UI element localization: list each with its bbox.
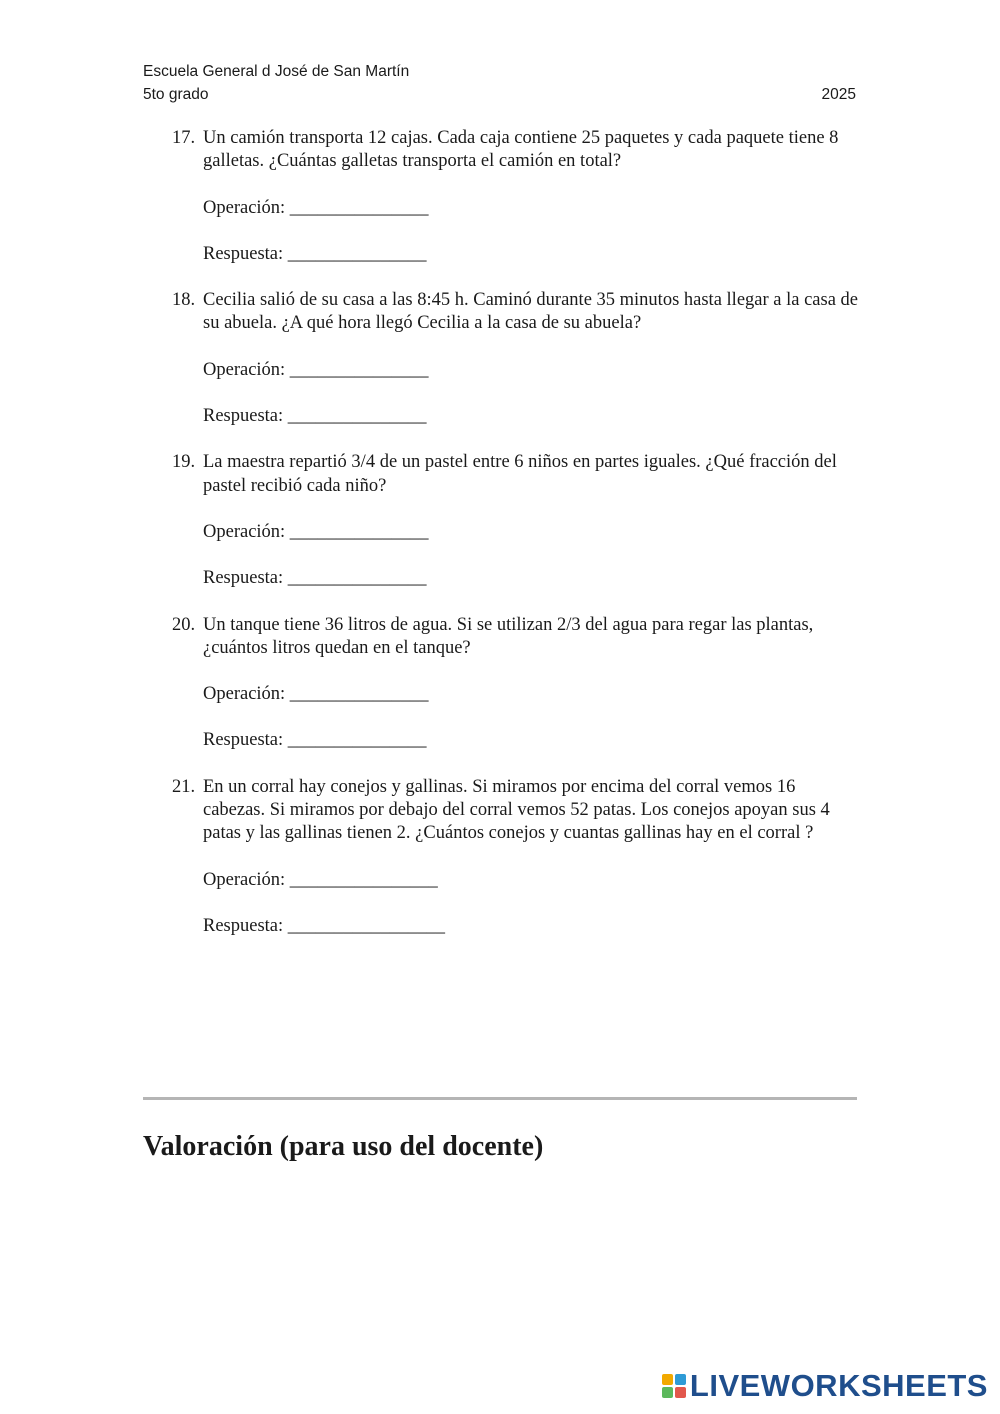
answer-field[interactable]: Respuesta: _______________ — [203, 406, 427, 427]
answer-field[interactable]: Respuesta: _________________ — [203, 915, 446, 936]
questions-list — [172, 127, 862, 961]
question-text: En un corral hay conejos y gallinas. Si miramos por encima del corral vemos 16 cabezas. Si miramos por debajo del corral vemos 52 patas. Los conejos apoyan sus 4 patas y las gallinas tienen 2. ¿Cuántos conejos y cuantas gallinas hay en el corral ? — [203, 776, 830, 844]
question-body — [203, 127, 862, 266]
grade-label: 5to grado — [143, 86, 209, 103]
logo-square-1 — [662, 1374, 673, 1385]
question-number: 19. — [172, 452, 196, 473]
question-number: 17. — [172, 128, 196, 148]
school-name: Escuela General d José de San Martín — [143, 63, 410, 80]
question-number: 20. — [172, 614, 196, 635]
answer-field[interactable]: Respuesta: _______________ — [203, 243, 427, 264]
section-divider — [143, 1097, 857, 1100]
question-19 — [172, 451, 862, 590]
operation-field[interactable]: Operación: _______________ — [203, 521, 429, 542]
logo-square-2 — [675, 1374, 686, 1385]
question-body — [203, 776, 862, 938]
question-number: 18. — [172, 290, 196, 311]
answer-field[interactable]: Respuesta: _______________ — [203, 730, 427, 751]
question-21 — [172, 776, 862, 938]
logo-text: LIVEWORKSHEETS — [689, 1368, 988, 1403]
logo-square-4 — [675, 1387, 686, 1398]
answer-field[interactable]: Respuesta: _______________ — [203, 568, 427, 589]
question-20 — [172, 614, 862, 753]
question-body — [203, 451, 862, 590]
question-body — [203, 289, 862, 428]
liveworksheets-logo — [662, 1368, 988, 1404]
question-text: La maestra repartió 3/4 de un pastel entre 6 niños en partes iguales. ¿Qué fracción del pastel recibió cada niño? — [203, 452, 837, 496]
question-text: Un tanque tiene 36 litros de agua. Si se utilizan 2/3 del agua para regar las plantas, ¿cuántos litros quedan en el tanque? — [203, 614, 814, 658]
question-17 — [172, 127, 862, 266]
logo-mark-icon — [662, 1374, 686, 1398]
operation-field[interactable]: Operación: ________________ — [203, 869, 438, 890]
operation-field[interactable]: Operación: _______________ — [203, 197, 429, 218]
operation-field[interactable]: Operación: _______________ — [203, 359, 429, 380]
question-number: 21. — [172, 776, 196, 797]
question-body — [203, 614, 862, 753]
page-header — [143, 60, 856, 106]
assessment-title: Valoración (para uso del docente) — [143, 1131, 544, 1162]
header-row — [143, 83, 856, 106]
question-text: Cecilia salió de su casa a las 8:45 h. Caminó durante 35 minutos hasta llegar a la casa de su abuela. ¿A qué hora llegó Cecilia a la casa de su abuela? — [203, 290, 859, 334]
operation-field[interactable]: Operación: _______________ — [203, 684, 429, 705]
year-label: 2025 — [821, 86, 856, 103]
question-18 — [172, 289, 862, 428]
logo-square-3 — [662, 1387, 673, 1398]
question-text: Un camión transporta 12 cajas. Cada caja contiene 25 paquetes y cada paquete tiene 8 galletas. ¿Cuántas galletas transporta el camión en total? — [203, 128, 839, 172]
